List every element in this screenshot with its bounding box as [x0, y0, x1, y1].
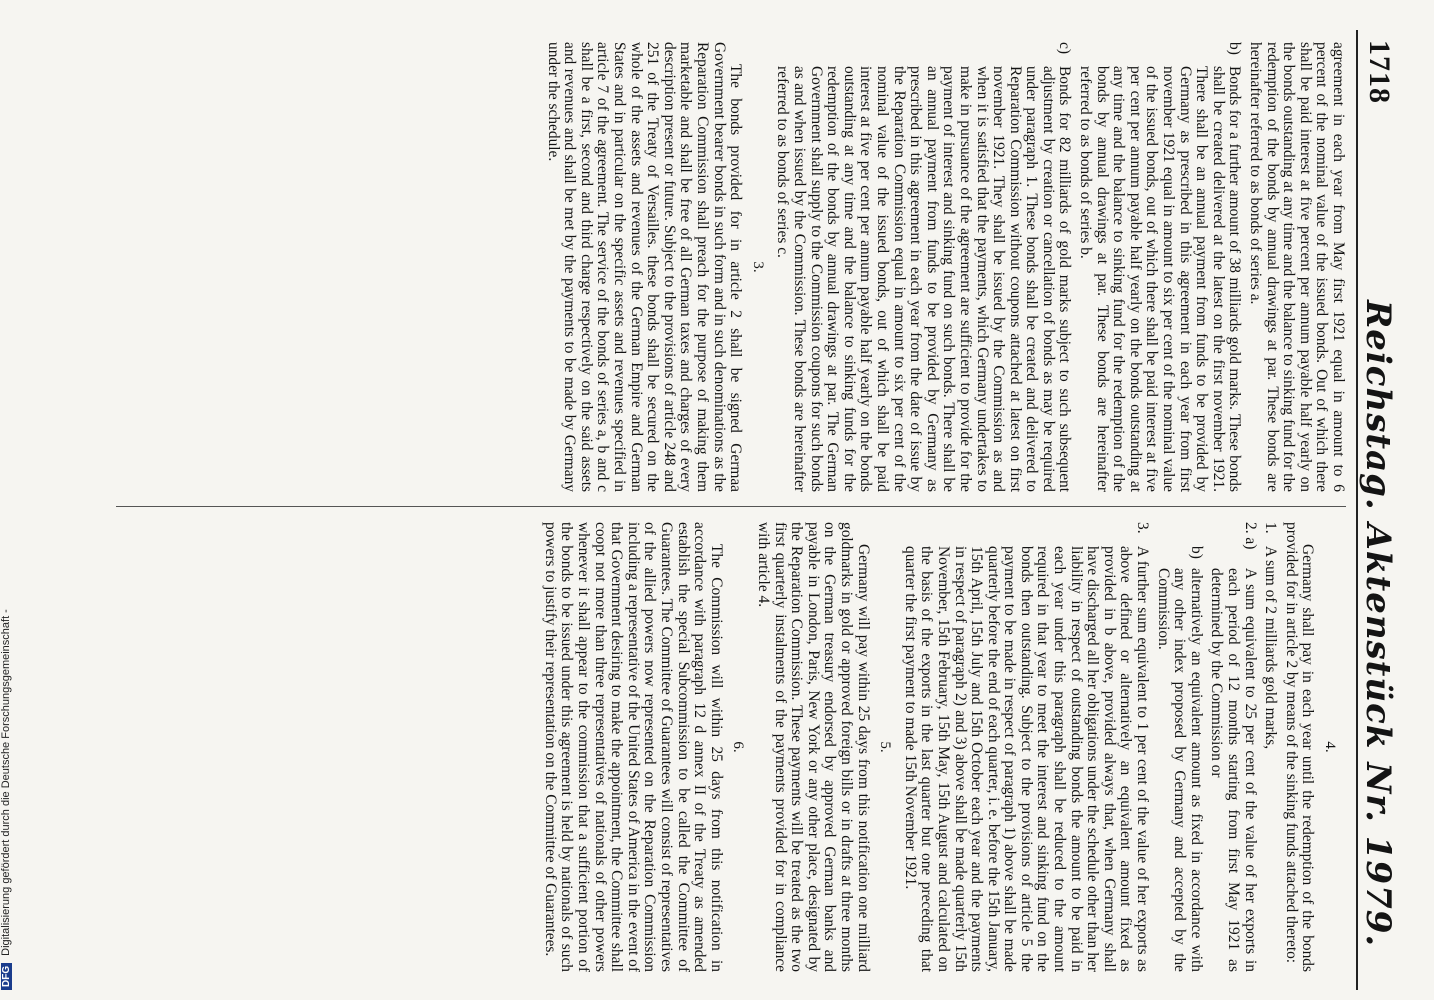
item-3-text: A further sum equivalent to 1 per cent of the value of her exports as above defined or alternatively an equivalent amount fixed as provided in b above, provided always that, when Germany shall have discharged all her obligations under the schedule other than her liability in respect of outstanding bonds the amount to be paid in each year under this paragraph shall be reduced to the amount required in that year to meet the interest and sinking fund on the bonds then outstanding. Subject to the provisions of article 5 the payment to be made in respect of paragraph 1) above shall be made quarterly before the end of each quarter, i. e. before the 15th January, 15th April, 15th July and 15th October each year and the payments in respect of paragraph 2) and 3) above shall be made quarterly 15th November, 15th February, 15th May, 15th August and calculated on the basis of the exports in the last quarter but one preceding that quarter the first payment to made 15th November 1921.	[901, 546, 1152, 972]
section-5-heading: 5.	[877, 741, 894, 753]
item-2a-text: A sum equivalent to 25 per cent of the value of her exports in each period of 12 months starting from first May 1921 as determined by the Commission or	[1208, 568, 1259, 972]
section-4-heading: 4.	[1322, 741, 1338, 753]
item-2b-text: alternatively an equivalent amount as fixed in accordance with any other index proposed by Germany and accepted by the Commission.	[1154, 568, 1205, 972]
credit-text: Digitalisierung gefördert durch die Deutsche Forschungsgemeinschaft -	[0, 609, 12, 956]
item-c-label: c)	[1056, 42, 1074, 54]
section-6-text: The Commission will within 25 days from this notification in accordance with paragraph 12 d annex II of the Treaty as amended establish the special Subcommission to be called the Committee of Guarantees. The Committee of Guarantees will consist of representatives of the allied powers now represented on the Reparation Commission including a representative of the United States of America in the event of that Government desiring to make the appointment, the Committee shall coopt not more than three representatives of nationals of other powers whenever it shall appear to the commission that a sufficient portion of the bonds to be issued under this agreement is held by nationals of such powers to justify their representation on the Committee of Guarantees.	[541, 522, 725, 972]
right-column	[537, 522, 1346, 972]
item-3-label: 3.	[1134, 522, 1152, 534]
item-2a-label: 2. a)	[1241, 522, 1259, 550]
column-divider	[116, 506, 1346, 507]
item-1-label: 1.	[1262, 522, 1280, 534]
left-column	[540, 42, 1346, 492]
item-1-text: A sum of 2 milliards gold marks,	[1262, 546, 1280, 750]
item-1	[1262, 522, 1279, 972]
item-b-label: b)	[1226, 42, 1244, 55]
item-2b-label: b)	[1187, 546, 1205, 559]
item-c	[774, 42, 1073, 492]
dfg-logo: DFG	[1, 963, 12, 990]
item-2b	[1154, 522, 1204, 972]
page-number: 1718	[1363, 40, 1396, 104]
section-5-text: Germany will pay within 25 days from this notification one milliard goldmarks in gold or approved foreign bills or in drafts at three months on the German treasury endorsed by approved German banks and payable in London, Paris, New York or any other place, designated by the Reparation Commission. These payments will be treated as the two first quarterly instalments of the payments provided for in compliance with article 4.	[755, 522, 872, 972]
paragraph-intro: agreement in each year from May first 1921 equal in amount to 6 percent of the nominal value of the issued bonds. Out of which there shall be paid interest at five percent per annum payable half yearly on the bonds outstanding at any time and the balance to sinking fund for the redemption of the bonds by annual drawings at par. These bonds are hereinafter referred to as bonds of series a.	[1247, 42, 1347, 492]
section-3-heading: 3.	[749, 261, 766, 273]
digitization-credit	[0, 0, 18, 1000]
item-b	[1077, 42, 1243, 492]
section-3-text: The bonds provided for in article 2 shall be signed Germaa Government bearer bonds in such form and in such denominations as the Reparation Commission shall preach for the purpose of making them marketable and shall be free of all German taxes and charges of every description present or future. Subject to the provisions of article 248 and 251 of the Treaty of Versailles. these bonds shall be secured on the whole of the assets and revenues of the German Empire and German States and in particular on the specific assets and revenues specified in article 7 of the agreement. The service of the bonds of series a, b and c shall be a first, second and third charge respectively on the said assets and revenues and shall be met by the payments to be made by Germany under the schedule.	[544, 42, 745, 492]
running-head: Reichstag. Aktenstück Nr. 1979.	[1358, 300, 1398, 948]
section-6-heading: 6.	[730, 741, 747, 753]
item-3	[901, 522, 1150, 972]
item-b-text: Bonds for a further amount of 38 milliards gold marks. These bonds shall be created delivered at the latest on the first november 1921. There shall be an annual payment from funds to be provided by Germany as prescribed in this agreement in each year from first november 1921 equal in amount to six per cent of the nominal value of the issued bonds, out of which there shall be paid interest at five per cent per annum payable half yearly on the bonds outstanding at any time and the balance to sinking fund for the redemption of the bonds by annual drawings at par. These bonds are hereinafter referred to as bonds of series b.	[1077, 66, 1244, 492]
section-4-intro: Germany shall pay in each year until the redemption of the bonds provided for in article 2 by means of the sinking funds attached thereto:	[1282, 522, 1317, 972]
document-page	[88, 30, 1398, 990]
page-header	[1356, 30, 1398, 990]
item-c-text: Bonds for 82 milliards of gold marks subject to such subsequent adjustment by creation or cancellation of bonds as may be required under paragraph 1. These bonds shall be created and delivered to Reparation Commission without coupons attached at latest on first november 1921. They shall be issued by the Commission as and when it is satisfied that the payments, which Germany undertakes to make in pursuance of the agreement are sufficient to provide for the payment of interest and sinking fund on such bonds. There shall be an annual payment from funds to be provided by Germany as prescribed in this agreement in each year from the date of issue by the Reparation Commission equal in amount to six per cent of the nominal value of the issued bonds, out of which shall be paid interest at five per cent per annum payable half yearly on the bonds outstanding at any time and the balance to sinking funds for the redemption of the bonds by annual drawings at par. The German Government shall supply to the Commission coupons for such bonds as and when issued by the Commission. These bonds are hereinafter referred to as bonds of series c.	[774, 66, 1074, 492]
item-2a	[1208, 522, 1258, 972]
